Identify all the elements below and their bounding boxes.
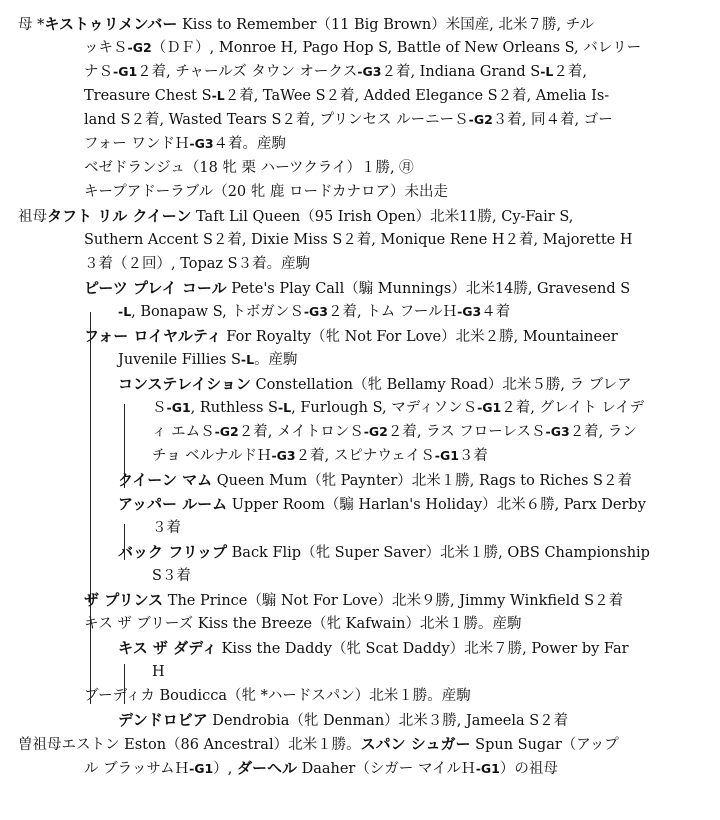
text-line (84, 612, 522, 636)
tree-connector (124, 664, 125, 704)
grade-mark: -G2 (214, 424, 239, 439)
text-segment: ２着, メイトロンＳ (238, 424, 364, 440)
grade-mark: -G3 (545, 424, 570, 439)
text-line (84, 36, 641, 60)
grade-mark: -G1 (477, 400, 502, 415)
grade-mark: -L (211, 88, 225, 103)
grade-mark: -G2 (127, 40, 152, 55)
tree-connector (90, 392, 91, 704)
text-line (118, 468, 632, 492)
text-segment: ナＳ (84, 64, 113, 80)
horse-name: バック フリップ (118, 543, 228, 561)
text-line (84, 228, 633, 252)
grade-mark: -L (277, 400, 292, 415)
grade-mark: -G3 (457, 304, 482, 319)
text-segment: フォー ワンドＨ (84, 136, 190, 152)
text-segment: ２着, (553, 64, 587, 80)
horse-name: クイーン マム (118, 471, 213, 489)
text-segment: ッキＳ (84, 40, 128, 56)
text-segment: , Bonapaw S, トボガンＳ (131, 304, 304, 320)
text-segment: ２着, スピナウェイＳ (295, 448, 435, 464)
text-line (152, 396, 644, 420)
text-line (84, 84, 609, 108)
grade-mark: -G1 (434, 448, 459, 463)
text-segment: ２着, トム フールＨ (327, 304, 458, 320)
text-segment: Dendrobia（牝 Denman）北米３勝, Jameela S２着 (207, 713, 569, 729)
text-segment: ２着, TaWee S２着, Added Elegance S２着, Amelia Is- (224, 88, 610, 104)
text-segment: Suthern Accent S２着, Dixie Miss S２着, Monique Rene H２着, Majorette H (84, 232, 633, 248)
grade-mark: -G1 (475, 761, 500, 776)
text-segment: 曽祖母エストン Eston（86 Ancestral）北米１勝。 (18, 737, 361, 753)
text-line (84, 324, 618, 348)
tree-connector (90, 312, 91, 392)
text-segment: , Ruthless S (190, 400, 278, 416)
text-segment: 。産駒 (254, 352, 298, 368)
text-line (84, 108, 613, 132)
text-line (118, 540, 650, 564)
text-segment: For Royalty（牝 Not For Love）北米２勝, Mountaineer (221, 329, 618, 345)
text-segment: Treasure Chest S (84, 88, 212, 104)
text-line (84, 252, 310, 276)
grade-mark: -G1 (166, 400, 191, 415)
text-line (118, 300, 510, 324)
horse-name: ピーツ プレイ コール (84, 279, 227, 297)
text-segment: ３着 (152, 520, 181, 536)
tree-connector (124, 404, 125, 488)
text-segment: ）, (213, 761, 237, 777)
text-line (84, 756, 558, 780)
text-segment: ２着, ラン (569, 424, 637, 440)
text-line (84, 132, 286, 156)
text-segment: ３着（２回）, Topaz S３着。産駒 (84, 256, 311, 272)
horse-name: ダーヘル (236, 759, 297, 777)
text-segment: ２着, チャールズ タウン オークス (137, 64, 358, 80)
text-segment: Taft Lil Queen（95 Irish Open）北米11勝, Cy-Fair S, (191, 209, 574, 225)
text-segment: ３着, 同４着, ゴー (492, 112, 613, 128)
grade-mark: -G3 (189, 136, 214, 151)
text-segment: H (152, 664, 165, 680)
text-segment: The Prince（騸 Not For Love）北米９勝, Jimmy Winkfield S２着 (163, 593, 624, 609)
text-segment: 母 * (18, 17, 45, 33)
grade-mark: -G1 (113, 64, 138, 79)
text-segment: ブーディカ Boudicca（牝 *ハードスパン）北米１勝。産駒 (84, 688, 471, 704)
grade-mark: -G3 (357, 64, 382, 79)
text-line (152, 516, 181, 540)
text-segment: ２着, グレイト レイデ (501, 400, 645, 416)
text-segment: ３着 (458, 448, 488, 464)
text-line (18, 204, 573, 228)
grade-mark: -G1 (189, 761, 214, 776)
text-segment: キス ザ ブリーズ Kiss the Breeze（牝 Kafwain）北米１勝。産駒 (84, 616, 522, 632)
text-segment: ル ブラッサムＨ (84, 761, 190, 777)
horse-name: スパン シュガー (360, 735, 471, 753)
text-line (152, 420, 637, 444)
horse-name: アッパー ルーム (118, 495, 228, 513)
text-segment: Juvenile Fillies S (118, 352, 241, 368)
text-segment: 祖母 (18, 209, 47, 225)
grade-mark: -G2 (468, 112, 493, 127)
text-segment: Queen Mum（牝 Paynter）北米１勝, Rags to Riches S２着 (212, 473, 632, 489)
text-segment: ４着 (481, 304, 511, 320)
grade-mark: -L (240, 352, 255, 367)
horse-name: コンステレイション (118, 375, 251, 393)
text-line (118, 348, 298, 372)
text-line (84, 588, 623, 612)
horse-name: タフト リル クイーン (47, 207, 192, 225)
grade-mark: -L (118, 304, 132, 319)
text-segment: Back Flip（牝 Super Saver）北米１勝, OBS Championship (227, 545, 650, 561)
text-segment: land S２着, Wasted Tears S２着, プリンセス ルーニーＳ (84, 112, 469, 128)
text-line (118, 708, 568, 732)
text-segment: Upper Room（騸 Harlan's Holiday）北米６勝, Parx Derby (227, 497, 646, 513)
text-segment: Kiss the Daddy（牝 Scat Daddy）北米７勝, Power by Far (216, 641, 629, 657)
text-segment: （ＤＦ）, Monroe H, Pago Hop S, Battle of New Orleans S, バレリー (151, 40, 642, 56)
text-segment: Spun Sugar（アップ (470, 737, 619, 753)
horse-name: デンドロビア (118, 711, 208, 729)
text-segment: Ｓ (152, 400, 167, 416)
text-segment: S３着 (152, 568, 191, 584)
text-line (84, 276, 630, 300)
text-segment: ２着, Indiana Grand S (381, 64, 541, 80)
tree-connector (124, 524, 125, 560)
horse-name: フォー ロイヤルティ (84, 327, 222, 345)
horse-name: キス ザ ダディ (118, 639, 217, 657)
text-segment: チョ ベルナルドＨ (152, 448, 272, 464)
text-line (152, 660, 165, 684)
text-line (152, 564, 191, 588)
horse-name: ザ プリンス (84, 591, 164, 609)
text-line (18, 12, 594, 36)
grade-mark: -G2 (363, 424, 388, 439)
grade-mark: -G3 (303, 304, 328, 319)
text-line (18, 732, 619, 756)
text-segment: ィ エムＳ (152, 424, 215, 440)
text-line (118, 372, 632, 396)
text-segment: Daaher（シガー マイルＨ (296, 761, 476, 777)
text-segment: Kiss to Remember（11 Big Brown）米国産, 北米７勝, チル (177, 17, 594, 33)
grade-mark: -G3 (271, 448, 296, 463)
text-segment: キープアドーラブル（20 牝 鹿 ロードカナロア）未出走 (84, 184, 449, 200)
text-segment: ４着。産駒 (213, 136, 287, 152)
text-segment: ２着, ラス フローレスＳ (387, 424, 546, 440)
text-line (84, 156, 414, 180)
text-segment: , Furlough S, マディソンＳ (291, 400, 478, 416)
text-line (118, 492, 646, 516)
text-segment: Constellation（牝 Bellamy Road）北米５勝, ラ ブレア (250, 377, 632, 393)
text-line (118, 636, 629, 660)
horse-name: キストゥリメンバー (44, 15, 178, 33)
text-line (152, 444, 488, 468)
text-segment: ）の祖母 (499, 761, 558, 777)
text-segment: ベゼドランジュ（18 牝 栗 ハーツクライ）１勝, ㊊ (84, 160, 414, 176)
text-line (84, 180, 448, 204)
text-line (84, 60, 587, 84)
grade-mark: -L (540, 64, 554, 79)
text-line (84, 684, 471, 708)
text-segment: Pete's Play Call（騸 Munnings）北米14勝, Gravesend S (226, 281, 631, 297)
